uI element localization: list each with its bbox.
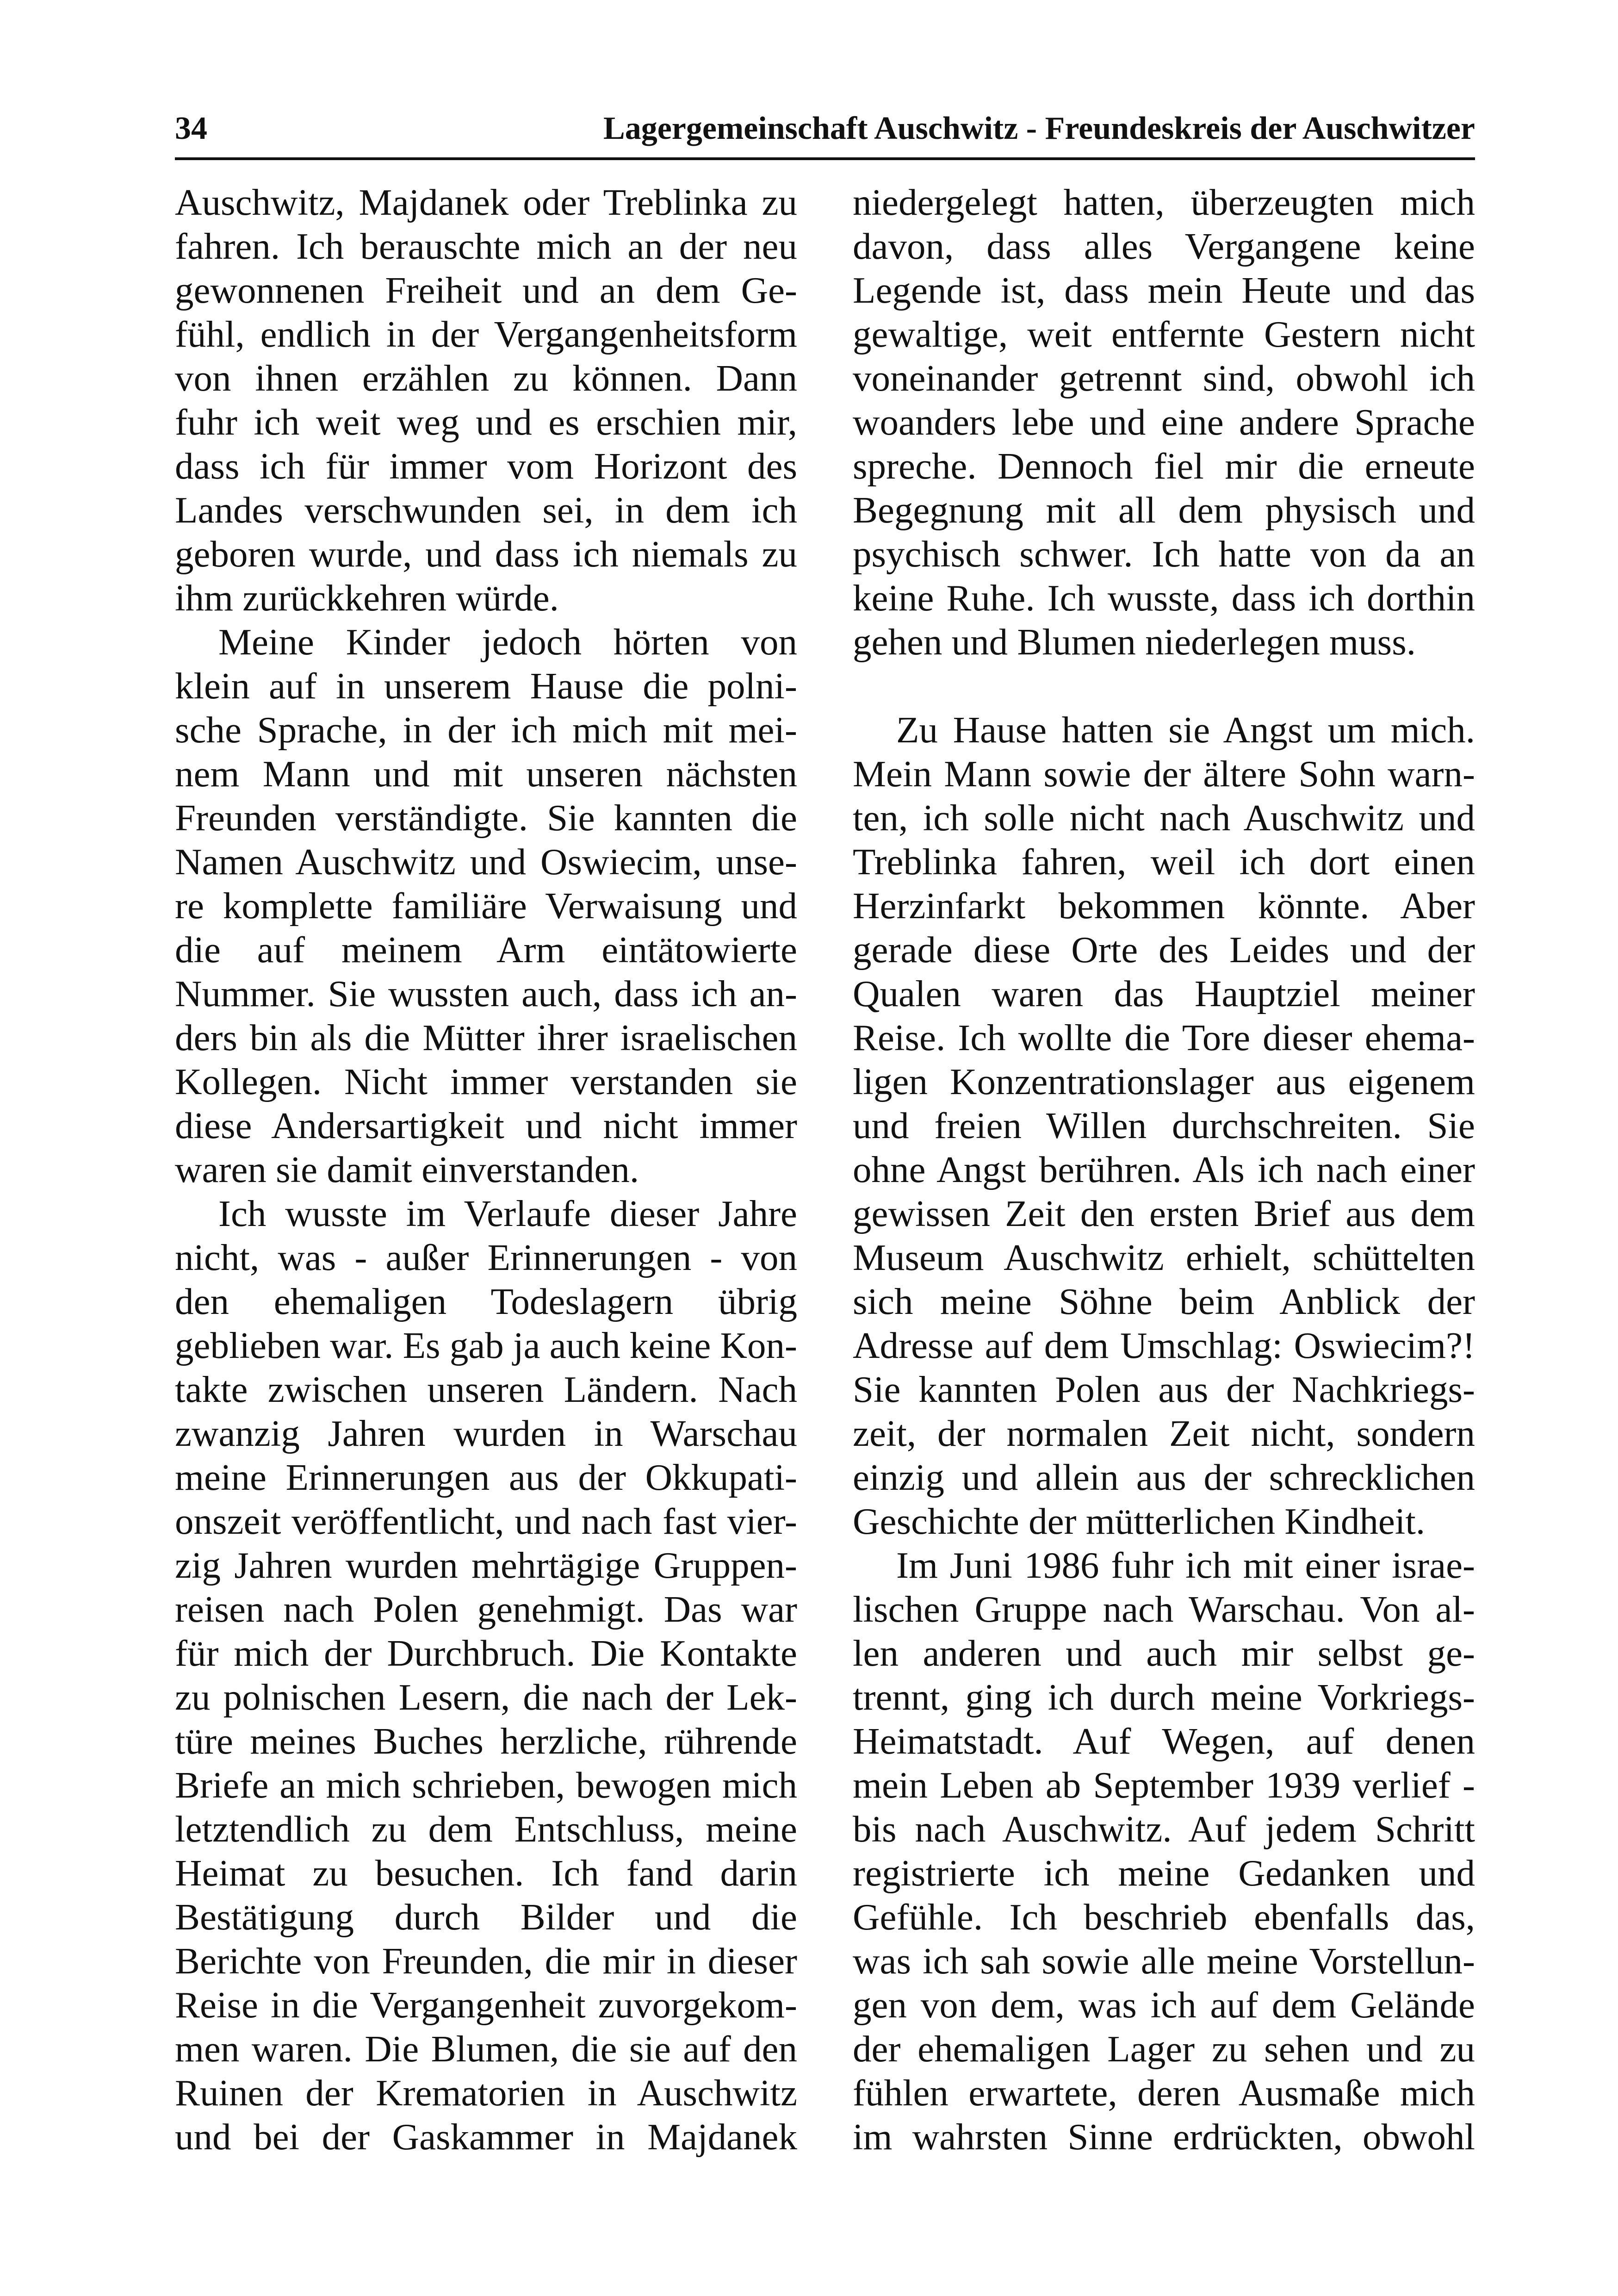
paragraph-gap xyxy=(853,664,1475,708)
text-line: gewissen Zeit den ersten Brief aus dem xyxy=(853,1193,1475,1234)
text-line: Sie kannten Polen aus der Nachkriegs- xyxy=(853,1369,1475,1410)
text-line: die auf meinem Arm eintätowierte xyxy=(175,929,797,971)
text-line: ten, ich solle nicht nach Auschwitz und xyxy=(853,797,1475,839)
text-line: Museum Auschwitz erhielt, schüttelten xyxy=(853,1237,1475,1278)
text-line: takte zwischen unseren Ländern. Nach xyxy=(175,1369,797,1410)
text-line: Berichte von Freunden, die mir in dieser xyxy=(175,1940,797,1982)
text-line: Treblinka fahren, weil ich dort einen xyxy=(853,841,1475,883)
text-line: Mein Mann sowie der ältere Sohn warn- xyxy=(853,753,1475,795)
text-line: davon, dass alles Vergangene keine xyxy=(853,225,1475,267)
text-line: re komplette familiäre Verwaisung und xyxy=(175,885,797,927)
text-line: gewonnenen Freiheit und an dem Ge- xyxy=(175,269,797,311)
text-line: Zu Hause hatten sie Angst um mich. xyxy=(896,709,1475,751)
text-line: mein Leben ab September 1939 verlief - xyxy=(853,1764,1475,1806)
text-line: Heimatstadt. Auf Wegen, auf denen xyxy=(853,1720,1475,1762)
text-line: reisen nach Polen genehmigt. Das war xyxy=(175,1588,797,1630)
text-line: einzig und allein aus der schrecklichen xyxy=(853,1456,1475,1498)
text-line: fuhr ich weit weg und es erschien mir, xyxy=(175,401,797,443)
text-line: Meine Kinder jedoch hörten von xyxy=(218,621,797,663)
text-line: Herzinfarkt bekommen könnte. Aber xyxy=(853,885,1475,927)
text-line: geblieben war. Es gab ja auch keine Kon- xyxy=(175,1325,797,1366)
text-line: bis nach Auschwitz. Auf jedem Schritt xyxy=(853,1808,1475,1850)
text-line: ders bin als die Mütter ihrer israelischen xyxy=(175,1017,797,1058)
text-line: was ich sah sowie alle meine Vorstellun- xyxy=(853,1940,1475,1982)
text-line: lischen Gruppe nach Warschau. Von al- xyxy=(853,1588,1475,1630)
text-line: geboren wurde, und dass ich niemals zu xyxy=(175,533,797,575)
text-line: Reise. Ich wollte die Tore dieser ehema- xyxy=(853,1017,1475,1058)
text-line: trennt, ging ich durch meine Vorkriegs- xyxy=(853,1676,1475,1718)
text-line: registrierte ich meine Gedanken und xyxy=(853,1852,1475,1894)
text-line: meine Erinnerungen aus der Okkupati- xyxy=(175,1456,797,1498)
text-line: Qualen waren das Hauptziel meiner xyxy=(853,973,1475,1014)
text-line: Ruinen der Krematorien in Auschwitz xyxy=(175,2072,797,2114)
text-line: gerade diese Orte des Leides und der xyxy=(853,929,1475,971)
text-line: waren sie damit einverstanden. xyxy=(175,1149,639,1190)
text-line: spreche. Dennoch fiel mir die erneute xyxy=(853,445,1475,487)
text-line: niedergelegt hatten, überzeugten mich xyxy=(853,181,1475,223)
text-line: Gefühle. Ich beschrieb ebenfalls das, xyxy=(853,1896,1475,1938)
text-line: ihm zurückkehren würde. xyxy=(175,577,559,619)
text-line: zwanzig Jahren wurden in Warschau xyxy=(175,1412,797,1454)
text-line: Bestätigung durch Bilder und die xyxy=(175,1896,797,1938)
page-header xyxy=(175,106,1475,152)
running-title: Lagergemeinschaft Auschwitz - Freundeskreis der Auschwitzer xyxy=(603,111,1475,146)
text-line: nem Mann und mit unseren nächsten xyxy=(175,753,797,795)
text-line: Landes verschwunden sei, in dem ich xyxy=(175,489,797,531)
text-line: fühl, endlich in der Vergangenheitsform xyxy=(175,313,797,355)
text-line: ohne Angst berühren. Als ich nach einer xyxy=(853,1149,1475,1190)
text-line: von ihnen erzählen zu können. Dann xyxy=(175,357,797,399)
text-line: Auschwitz, Majdanek oder Treblinka zu xyxy=(175,181,797,223)
text-line: sich meine Söhne beim Anblick der xyxy=(853,1281,1475,1322)
text-line: diese Andersartigkeit und nicht immer xyxy=(175,1105,797,1146)
text-line: len anderen und auch mir selbst ge- xyxy=(853,1632,1475,1674)
text-line: gen von dem, was ich auf dem Gelände xyxy=(853,1984,1475,2026)
text-line: ligen Konzentrationslager aus eigenem xyxy=(853,1061,1475,1102)
text-line: zig Jahren wurden mehrtägige Gruppen- xyxy=(175,1544,797,1586)
text-line: Legende ist, dass mein Heute und das xyxy=(853,269,1475,311)
text-line: Namen Auschwitz und Oswiecim, unse- xyxy=(175,841,797,883)
text-line: Nummer. Sie wussten auch, dass ich an- xyxy=(175,973,797,1014)
text-line: Heimat zu besuchen. Ich fand darin xyxy=(175,1852,797,1894)
text-line: Freunden verständigte. Sie kannten die xyxy=(175,797,797,839)
text-line: Reise in die Vergangenheit zuvorgekom- xyxy=(175,1984,797,2026)
text-line: für mich der Durchbruch. Die Kontakte xyxy=(175,1632,797,1674)
text-line: sche Sprache, in der ich mich mit mei- xyxy=(175,709,797,751)
text-line: im wahrsten Sinne erdrückten, obwohl xyxy=(853,2116,1475,2158)
text-line: letztendlich zu dem Entschluss, meine xyxy=(175,1808,797,1850)
text-line: zeit, der normalen Zeit nicht, sondern xyxy=(853,1412,1475,1454)
text-line: gewaltige, weit entfernte Gestern nicht xyxy=(853,313,1475,355)
text-line: men waren. Die Blumen, die sie auf den xyxy=(175,2028,797,2070)
text-line: Geschichte der mütterlichen Kindheit. xyxy=(853,1500,1426,1542)
text-line: dass ich für immer vom Horizont des xyxy=(175,445,797,487)
text-line: klein auf in unserem Hause die polni- xyxy=(175,665,797,707)
text-line: Briefe an mich schrieben, bewogen mich xyxy=(175,1764,797,1806)
text-line: und bei der Gaskammer in Majdanek xyxy=(175,2116,797,2158)
header-rule xyxy=(175,157,1475,160)
text-line: der ehemaligen Lager zu sehen und zu xyxy=(853,2028,1475,2070)
text-line: Begegnung mit all dem physisch und xyxy=(853,489,1475,531)
page-number: 34 xyxy=(175,111,207,146)
text-line: fahren. Ich berauschte mich an der neu xyxy=(175,225,797,267)
text-line: gehen und Blumen niederlegen muss. xyxy=(853,621,1416,663)
text-line: Kollegen. Nicht immer verstanden sie xyxy=(175,1061,797,1102)
text-line: onszeit veröffentlicht, und nach fast vier- xyxy=(175,1500,797,1542)
text-line: türe meines Buches herzliche, rührende xyxy=(175,1720,797,1762)
text-line: Ich wusste im Verlaufe dieser Jahre xyxy=(218,1193,797,1234)
text-line: zu polnischen Lesern, die nach der Lek- xyxy=(175,1676,797,1718)
text-line: psychisch schwer. Ich hatte von da an xyxy=(853,533,1475,575)
text-line: Im Juni 1986 fuhr ich mit einer israe- xyxy=(896,1544,1475,1586)
left-column xyxy=(175,180,797,2159)
text-line: und freien Willen durchschreiten. Sie xyxy=(853,1105,1475,1146)
text-line: fühlen erwartete, deren Ausmaße mich xyxy=(853,2072,1475,2114)
text-line: den ehemaligen Todeslagern übrig xyxy=(175,1281,797,1322)
right-column xyxy=(853,180,1475,2159)
text-line: nicht, was - außer Erinnerungen - von xyxy=(175,1237,797,1278)
text-line: Adresse auf dem Umschlag: Oswiecim?! xyxy=(853,1325,1475,1366)
text-line: keine Ruhe. Ich wusste, dass ich dorthin xyxy=(853,577,1475,619)
text-line: voneinander getrennt sind, obwohl ich xyxy=(853,357,1475,399)
text-line: woanders lebe und eine andere Sprache xyxy=(853,401,1475,443)
